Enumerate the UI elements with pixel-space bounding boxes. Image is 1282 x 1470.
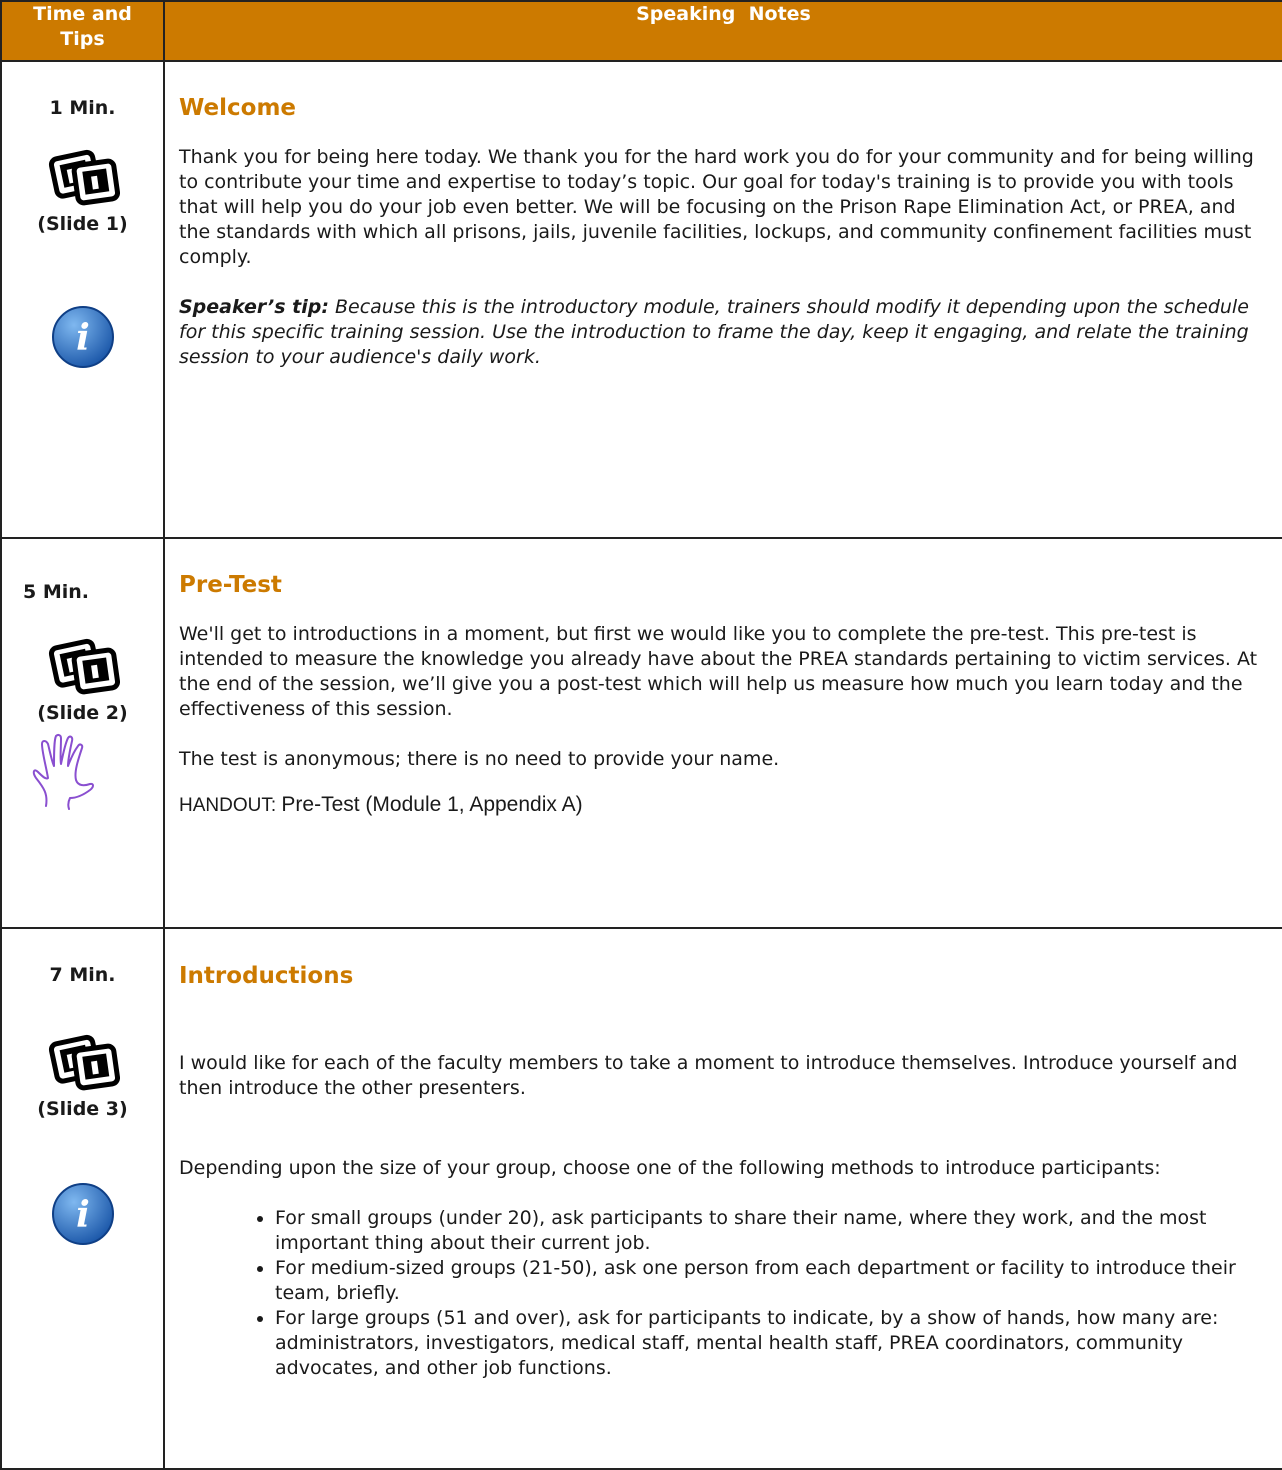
anonymous-note: The test is anonymous; there is no need to provide your name. (179, 748, 780, 770)
tip-text: Because this is the introductory module, trainers should modify it depending upon the schedule for this specific training session. Use the introduction to frame the day, keep it engaging, and relate the training session to your audience's daily work. (179, 296, 1249, 368)
time-label: 5 Min. (23, 581, 89, 603)
info-icon (51, 1182, 115, 1246)
time-label: 1 Min. (49, 97, 116, 119)
row-introductions (1, 928, 1282, 1469)
faculty-intro-paragraph: I would like for each of the faculty members to take a moment to introduce themselves. Introduce yourself and then introduce the other presenters. (179, 1052, 1238, 1099)
notes-cell (164, 538, 1282, 928)
list-item: • For large groups (51 and over), ask for participants to indicate, by a show of hands, how many are: administrators, investigators, medical staff, mental health staff, PREA coordinators, community advocates, and other job functions. (275, 1306, 1268, 1381)
methods-list (179, 1206, 1268, 1381)
section-title: Welcome (179, 95, 297, 121)
slide-projector-icon (46, 638, 120, 696)
methods-intro-paragraph: Depending upon the size of your group, choose one of the following methods to introduce participants: (179, 1157, 1161, 1179)
handout-label: HANDOUT: (179, 795, 282, 816)
pre-test-paragraph: We'll get to introductions in a moment, but first we would like you to complete the pre-test. This pre-test is intended to measure the knowledge you already have about the PREA standards pertaining to victim services. At the end of the session, we’ll give you a post-test which will help us measure how much you learn today and the effectiveness of this session. (179, 623, 1258, 720)
header-row (1, 1, 1282, 61)
info-icon (51, 305, 115, 369)
slide-label: (Slide 2) (37, 702, 128, 724)
handout-line (179, 792, 1268, 818)
time-cell (1, 538, 164, 928)
notes-cell (164, 928, 1282, 1469)
slide-label: (Slide 1) (37, 213, 128, 235)
header-time-and-tips: Time and Tips (1, 1, 164, 61)
tip-label: Speaker’s tip: (179, 296, 329, 318)
header-speaking-notes: Speaking Notes (164, 1, 1282, 61)
welcome-paragraph: Thank you for being here today. We thank you for the hard work you do for your community and for being willing to contribute your time and expertise to today’s topic. Our goal for today's training is to provide you with tools that will help you do your job even better. We will be focusing on the Prison Rape Elimination Act, or PREA, and the standards with which all prisons, jails, juvenile facilities, lockups, and community confinement facilities must comply. (179, 146, 1254, 268)
speakers-tip (179, 295, 1268, 370)
list-item: • For small groups (under 20), ask participants to share their name, where they work, and the most important thing about their current job. (275, 1206, 1268, 1256)
slide-projector-icon (46, 149, 120, 207)
handout-value: Pre-Test (Module 1, Appendix A) (281, 793, 583, 816)
time-cell (1, 928, 164, 1469)
section-title: Introductions (179, 963, 354, 989)
row-pre-test (1, 538, 1282, 928)
svg-text:i: i (75, 317, 90, 359)
slide-projector-icon (46, 1034, 120, 1092)
notes-cell (164, 61, 1282, 538)
time-cell (1, 61, 164, 538)
svg-text:i: i (75, 1194, 90, 1236)
row-welcome (1, 61, 1282, 538)
raised-hand-icon (24, 732, 104, 812)
list-item: • For medium-sized groups (21-50), ask one person from each department or facility to introduce their team, briefly. (275, 1256, 1268, 1306)
section-title: Pre-Test (179, 572, 282, 598)
slide-label: (Slide 3) (37, 1098, 128, 1120)
time-label: 7 Min. (49, 964, 116, 986)
